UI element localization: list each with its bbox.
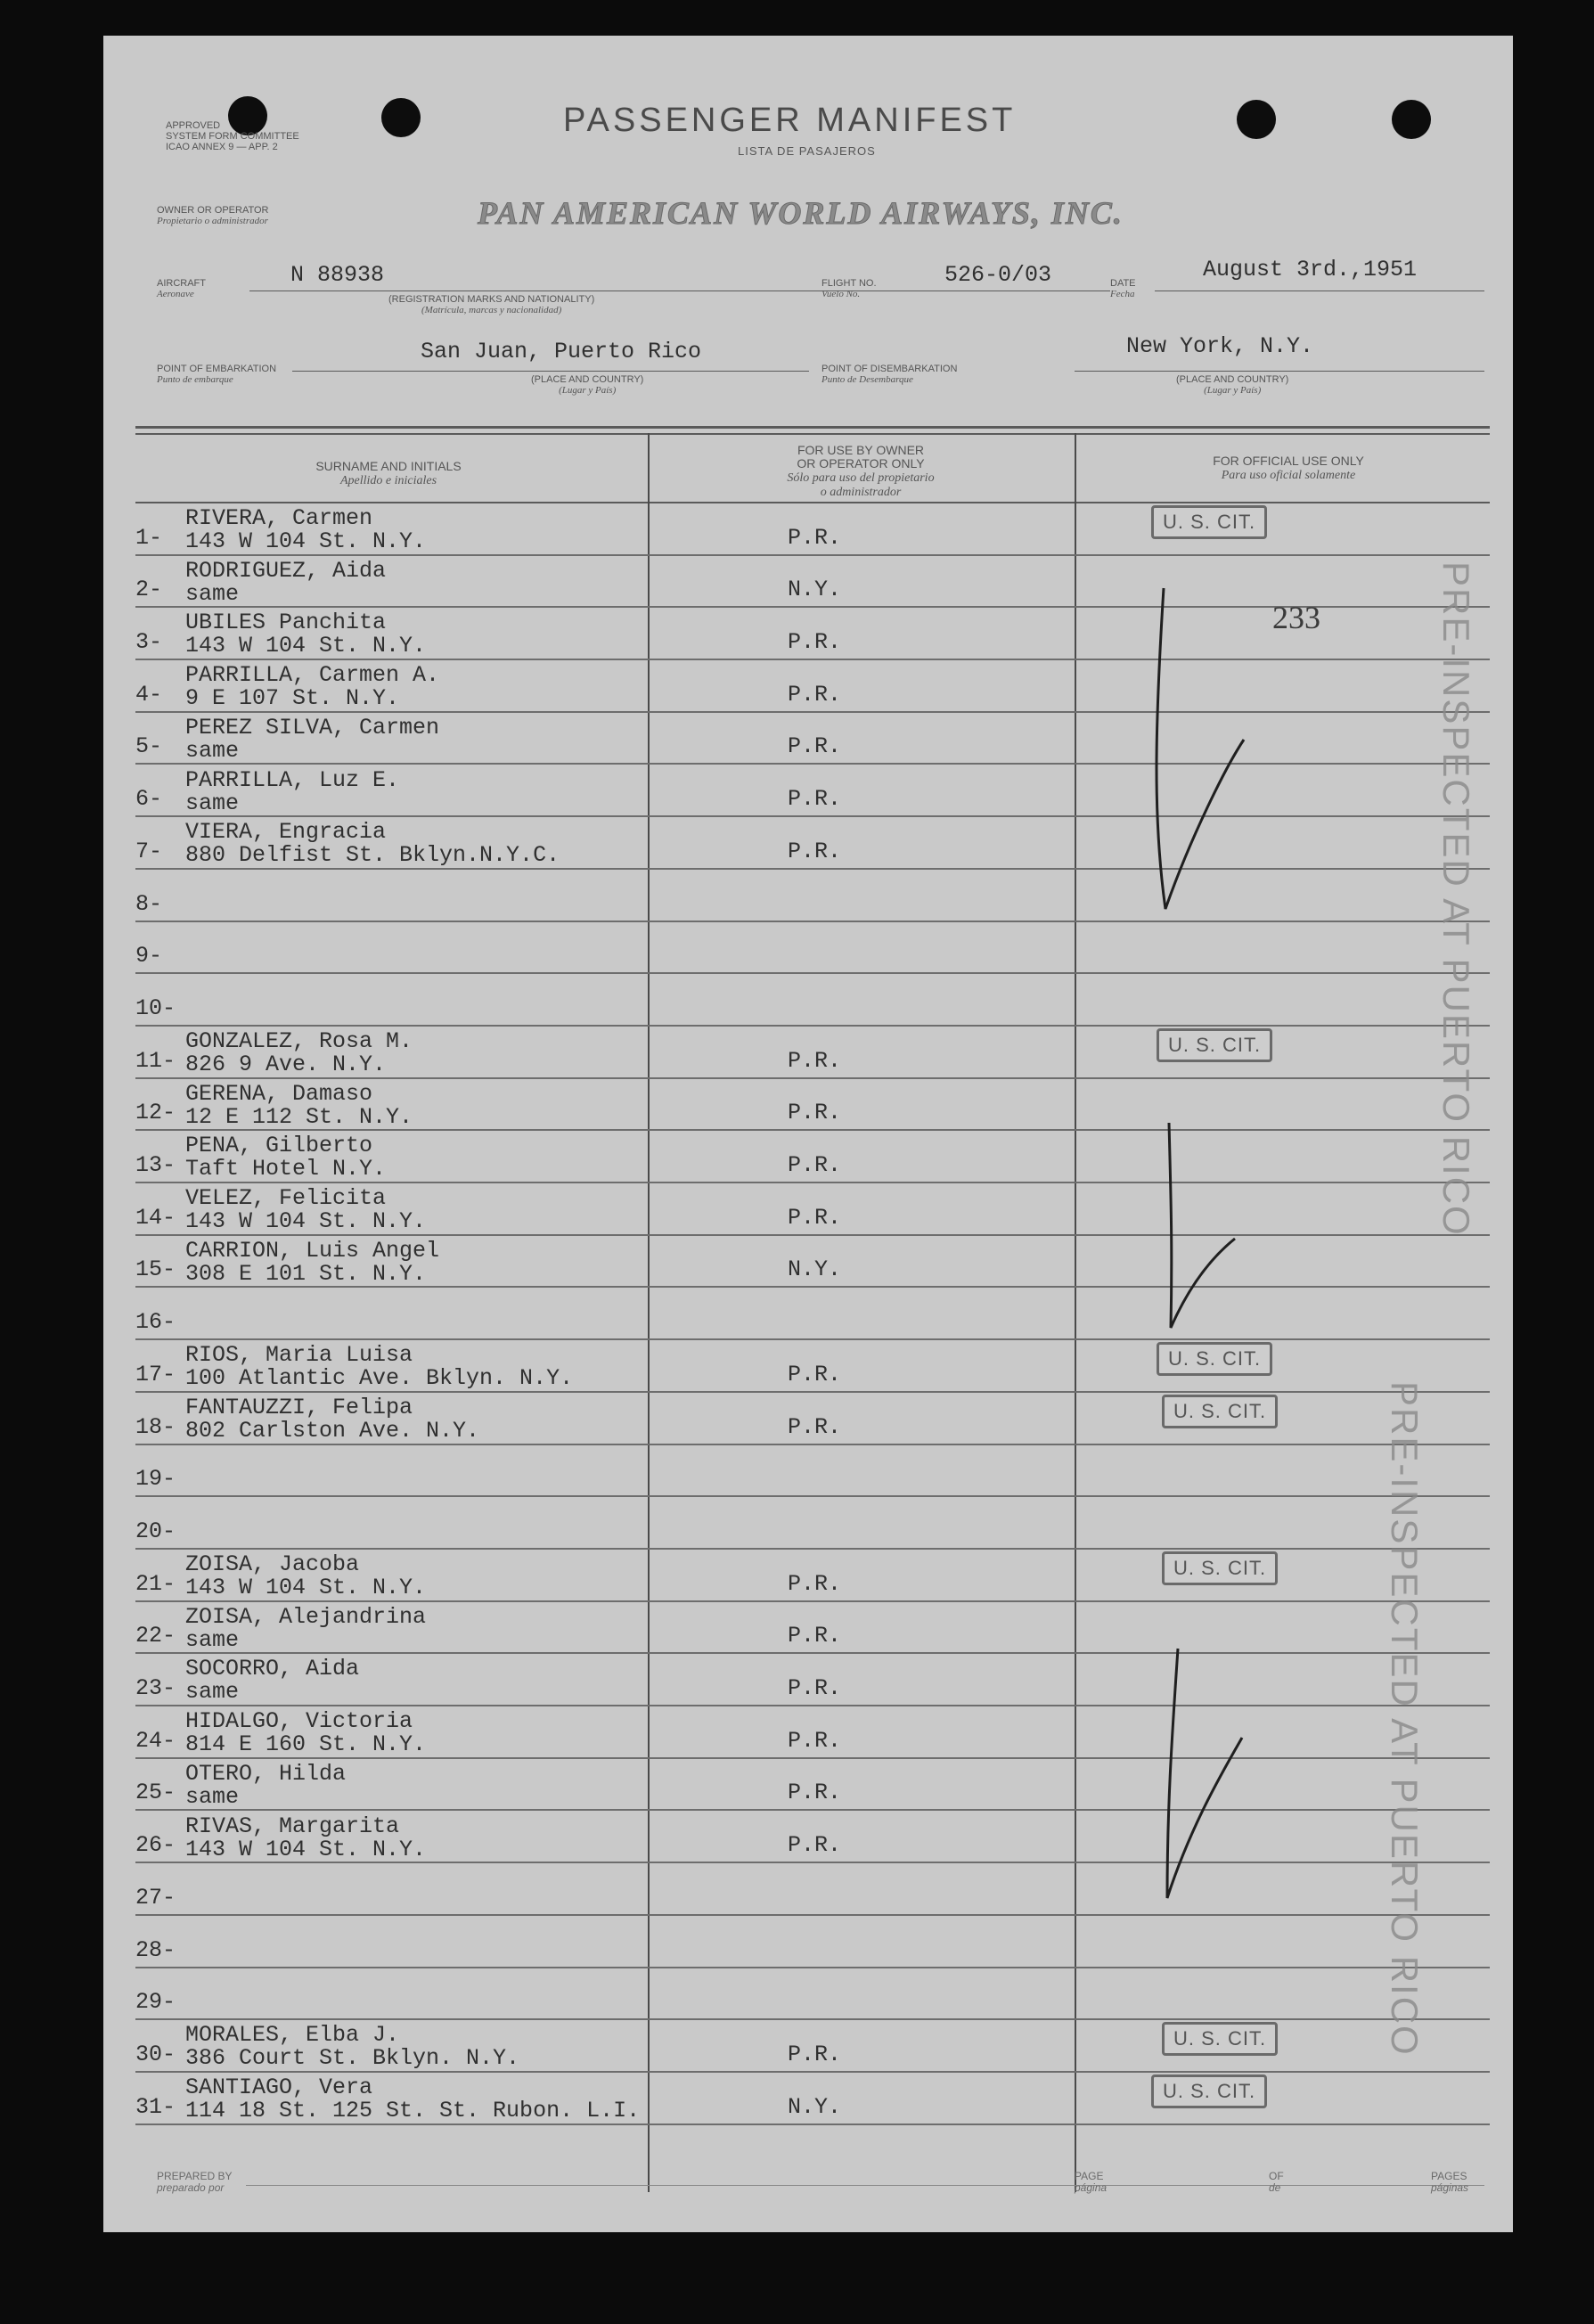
footer-rule bbox=[246, 2185, 1484, 2186]
residence-code: P.R. bbox=[788, 1675, 842, 1702]
passenger-address: 143 W 104 St. N.Y. bbox=[185, 1208, 427, 1235]
embark-value: San Juan, Puerto Rico bbox=[421, 339, 702, 364]
passenger-address: 826 9 Ave. N.Y. bbox=[185, 1052, 387, 1077]
passenger-address: 12 E 112 St. N.Y. bbox=[185, 1103, 413, 1130]
row-number: 26- bbox=[135, 1832, 176, 1859]
passenger-address: 100 Atlantic Ave. Bklyn. N.Y. bbox=[185, 1365, 574, 1392]
passenger-name: MORALES, Elba J. bbox=[185, 2022, 400, 2049]
approval-line: SYSTEM FORM COMMITTEE bbox=[166, 131, 299, 142]
approval-note bbox=[166, 120, 299, 152]
passenger-address: 880 Delfist St. Bklyn.N.Y.C. bbox=[185, 842, 560, 869]
us-citizen-stamp: U. S. CIT. bbox=[1151, 505, 1267, 539]
passenger-name: PARRILLA, Carmen A. bbox=[185, 662, 440, 689]
residence-code: P.R. bbox=[788, 524, 842, 551]
date-value: August 3rd.,1951 bbox=[1203, 257, 1418, 282]
residence-code: P.R. bbox=[788, 1623, 842, 1649]
page-label: PAGE página bbox=[1075, 2170, 1108, 2194]
pre-inspected-stamp: PRE-INSPECTED AT PUERTO RICO bbox=[1384, 1381, 1426, 2057]
residence-code: P.R. bbox=[788, 1047, 842, 1074]
row-number: 20- bbox=[135, 1518, 176, 1544]
page-title: PASSENGER MANIFEST bbox=[563, 102, 1017, 139]
passenger-address: same bbox=[185, 1783, 240, 1810]
residence-code: P.R. bbox=[788, 681, 842, 708]
residence-code: P.R. bbox=[788, 629, 842, 656]
row-number: 19- bbox=[135, 1466, 176, 1493]
residence-code: N.Y. bbox=[788, 1256, 842, 1283]
prepared-by-label: PREPARED BY preparado por bbox=[157, 2170, 233, 2194]
residence-code: P.R. bbox=[788, 2041, 842, 2067]
flight-value: 526-0/03 bbox=[944, 262, 1052, 288]
row-number: 6- bbox=[135, 786, 163, 813]
aircraft-label: AIRCRAFT Aeronave bbox=[157, 278, 206, 299]
approval-line: ICAO ANNEX 9 — APP. 2 bbox=[166, 142, 278, 152]
row-number: 17- bbox=[135, 1361, 176, 1387]
row-number: 1- bbox=[135, 524, 163, 551]
passenger-address: same bbox=[185, 737, 240, 764]
row-number: 12- bbox=[135, 1100, 176, 1126]
us-citizen-stamp: U. S. CIT. bbox=[1157, 1028, 1272, 1062]
residence-code: P.R. bbox=[788, 838, 842, 864]
flight-label: FLIGHT NO. Vuelo No. bbox=[822, 278, 877, 299]
passenger-address: same bbox=[185, 1626, 240, 1653]
passenger-address: 308 E 101 St. N.Y. bbox=[185, 1260, 427, 1287]
passenger-name: GERENA, Damaso bbox=[185, 1080, 373, 1107]
passenger-address: 143 W 104 St. N.Y. bbox=[185, 1836, 427, 1862]
passenger-name: CARRION, Luis Angel bbox=[185, 1237, 440, 1264]
row-number: 13- bbox=[135, 1152, 176, 1179]
passenger-address: same bbox=[185, 790, 240, 816]
passenger-name: VIERA, Engracia bbox=[185, 819, 387, 846]
page-subtitle: LISTA DE PASAJEROS bbox=[738, 144, 876, 158]
check-mark bbox=[1167, 1649, 1242, 1898]
column-header-official: FOR OFFICIAL USE ONLY Para uso oficial solamente bbox=[1213, 454, 1364, 482]
row-number: 27- bbox=[135, 1884, 176, 1911]
passenger-address: same bbox=[185, 1679, 240, 1706]
punch-hole bbox=[381, 98, 421, 137]
residence-code: P.R. bbox=[788, 786, 842, 813]
passenger-name: ZOISA, Alejandrina bbox=[185, 1603, 427, 1630]
table-top-rule-2 bbox=[135, 433, 1490, 435]
disembark-underline bbox=[1075, 371, 1484, 372]
row-number: 15- bbox=[135, 1256, 176, 1283]
count-note: 233 bbox=[1272, 600, 1320, 635]
punch-hole bbox=[1392, 100, 1431, 139]
approval-line: APPROVED bbox=[166, 120, 221, 131]
row-number: 8- bbox=[135, 890, 163, 917]
passenger-address: 386 Court St. Bklyn. N.Y. bbox=[185, 2045, 520, 2072]
residence-code: P.R. bbox=[788, 1727, 842, 1754]
us-citizen-stamp: U. S. CIT. bbox=[1162, 1551, 1278, 1585]
row-number: 5- bbox=[135, 733, 163, 760]
passenger-name: GONZALEZ, Rosa M. bbox=[185, 1028, 413, 1054]
us-citizen-stamp: U. S. CIT. bbox=[1162, 2022, 1278, 2056]
flight-underline bbox=[887, 290, 1110, 291]
row-number: 31- bbox=[135, 2093, 176, 2120]
check-mark bbox=[1157, 588, 1244, 909]
passenger-name: FANTAUZZI, Felipa bbox=[185, 1394, 413, 1420]
passenger-address: 143 W 104 St. N.Y. bbox=[185, 528, 427, 554]
residence-code: P.R. bbox=[788, 1361, 842, 1387]
passenger-address: 802 Carlston Ave. N.Y. bbox=[185, 1417, 480, 1444]
table-row bbox=[135, 2020, 1490, 2073]
embark-label: POINT OF EMBARKATION Punto de embarque bbox=[157, 364, 277, 385]
date-underline bbox=[1155, 290, 1484, 291]
passenger-name: SANTIAGO, Vera bbox=[185, 2074, 373, 2100]
passenger-name: SOCORRO, Aida bbox=[185, 1656, 360, 1682]
row-number: 14- bbox=[135, 1204, 176, 1231]
check-mark bbox=[1169, 1123, 1235, 1328]
check-marks bbox=[1128, 552, 1306, 1978]
row-number: 28- bbox=[135, 1936, 176, 1963]
column-header-name: SURNAME AND INITIALS Apellido e iniciales bbox=[315, 459, 462, 487]
passenger-address: 814 E 160 St. N.Y. bbox=[185, 1731, 427, 1758]
passenger-name: ZOISA, Jacoba bbox=[185, 1551, 360, 1577]
registration-note: (REGISTRATION MARKS AND NATIONALITY) (Matrícula, marcas y nacionalidad) bbox=[388, 294, 595, 315]
residence-code: P.R. bbox=[788, 1413, 842, 1440]
row-number: 18- bbox=[135, 1413, 176, 1440]
manifest-page bbox=[103, 36, 1513, 2232]
row-number: 3- bbox=[135, 629, 163, 656]
passenger-name: RIVAS, Margarita bbox=[185, 1813, 400, 1839]
row-number: 29- bbox=[135, 1989, 176, 2016]
aircraft-underline bbox=[249, 290, 891, 291]
passenger-address: 143 W 104 St. N.Y. bbox=[185, 633, 427, 659]
row-number: 23- bbox=[135, 1675, 176, 1702]
passenger-name: UBILES Panchita bbox=[185, 610, 387, 636]
punch-hole bbox=[1237, 100, 1276, 139]
passenger-address: 143 W 104 St. N.Y. bbox=[185, 1575, 427, 1600]
row-number: 10- bbox=[135, 994, 176, 1021]
passenger-name: HIDALGO, Victoria bbox=[185, 1708, 413, 1735]
passenger-name: OTERO, Hilda bbox=[185, 1760, 347, 1787]
residence-code: P.R. bbox=[788, 1570, 842, 1597]
residence-code: N.Y. bbox=[788, 2093, 842, 2120]
disembark-label: POINT OF DISEMBARKATION Punto de Desembarque bbox=[822, 364, 958, 385]
of-label: OF de bbox=[1269, 2170, 1284, 2194]
passenger-name: PENA, Gilberto bbox=[185, 1133, 373, 1159]
row-number: 9- bbox=[135, 943, 163, 970]
passenger-address: same bbox=[185, 580, 240, 607]
passenger-name: RIOS, Maria Luisa bbox=[185, 1342, 413, 1369]
column-header-operator: FOR USE BY OWNER OR OPERATOR ONLY Sólo para uso del propietario o administrador bbox=[787, 443, 935, 499]
owner-label: OWNER OR OPERATOR Propietario o administrador bbox=[157, 205, 269, 226]
row-number: 30- bbox=[135, 2041, 176, 2067]
table-row bbox=[135, 2073, 1490, 2125]
row-number: 4- bbox=[135, 681, 163, 708]
place-note-disembark: (PLACE AND COUNTRY) (Lugar y País) bbox=[1176, 374, 1289, 396]
passenger-name: PARRILLA, Luz E. bbox=[185, 766, 400, 793]
passenger-name: PEREZ SILVA, Carmen bbox=[185, 714, 440, 741]
table-row bbox=[135, 503, 1490, 556]
passenger-address: 9 E 107 St. N.Y. bbox=[185, 685, 400, 712]
embark-underline bbox=[292, 371, 809, 372]
place-note-embark: (PLACE AND COUNTRY) (Lugar y País) bbox=[531, 374, 644, 396]
row-number: 21- bbox=[135, 1570, 176, 1597]
pre-inspected-stamp: PRE-INSPECTED AT PUERTO RICO bbox=[1435, 561, 1477, 1237]
us-citizen-stamp: U. S. CIT. bbox=[1157, 1342, 1272, 1376]
residence-code: P.R. bbox=[788, 1152, 842, 1179]
passenger-address: 114 18 St. 125 St. St. Rubon. L.I. bbox=[185, 2098, 641, 2124]
residence-code: P.R. bbox=[788, 733, 842, 760]
row-number: 16- bbox=[135, 1309, 176, 1336]
residence-code: P.R. bbox=[788, 1780, 842, 1806]
row-number: 24- bbox=[135, 1727, 176, 1754]
table-top-rule bbox=[135, 426, 1490, 429]
aircraft-value: N 88938 bbox=[290, 262, 385, 288]
residence-code: N.Y. bbox=[788, 577, 842, 603]
residence-code: P.R. bbox=[788, 1204, 842, 1231]
row-number: 25- bbox=[135, 1780, 176, 1806]
airline-name: PAN AMERICAN WORLD AIRWAYS, INC. bbox=[478, 195, 1124, 231]
row-number: 11- bbox=[135, 1047, 176, 1074]
us-citizen-stamp: U. S. CIT. bbox=[1151, 2074, 1267, 2108]
row-number: 22- bbox=[135, 1623, 176, 1649]
disembark-value: New York, N.Y. bbox=[1126, 333, 1314, 359]
pages-label: PAGES páginas bbox=[1431, 2170, 1469, 2194]
passenger-name: VELEZ, Felicita bbox=[185, 1185, 387, 1212]
us-citizen-stamp: U. S. CIT. bbox=[1162, 1395, 1278, 1428]
row-number: 2- bbox=[135, 577, 163, 603]
passenger-name: RIVERA, Carmen bbox=[185, 505, 373, 531]
passenger-name: RODRIGUEZ, Aida bbox=[185, 557, 387, 584]
residence-code: P.R. bbox=[788, 1100, 842, 1126]
residence-code: P.R. bbox=[788, 1832, 842, 1859]
passenger-address: Taft Hotel N.Y. bbox=[185, 1156, 387, 1182]
row-number: 7- bbox=[135, 838, 163, 864]
date-label: DATE Fecha bbox=[1110, 278, 1136, 299]
